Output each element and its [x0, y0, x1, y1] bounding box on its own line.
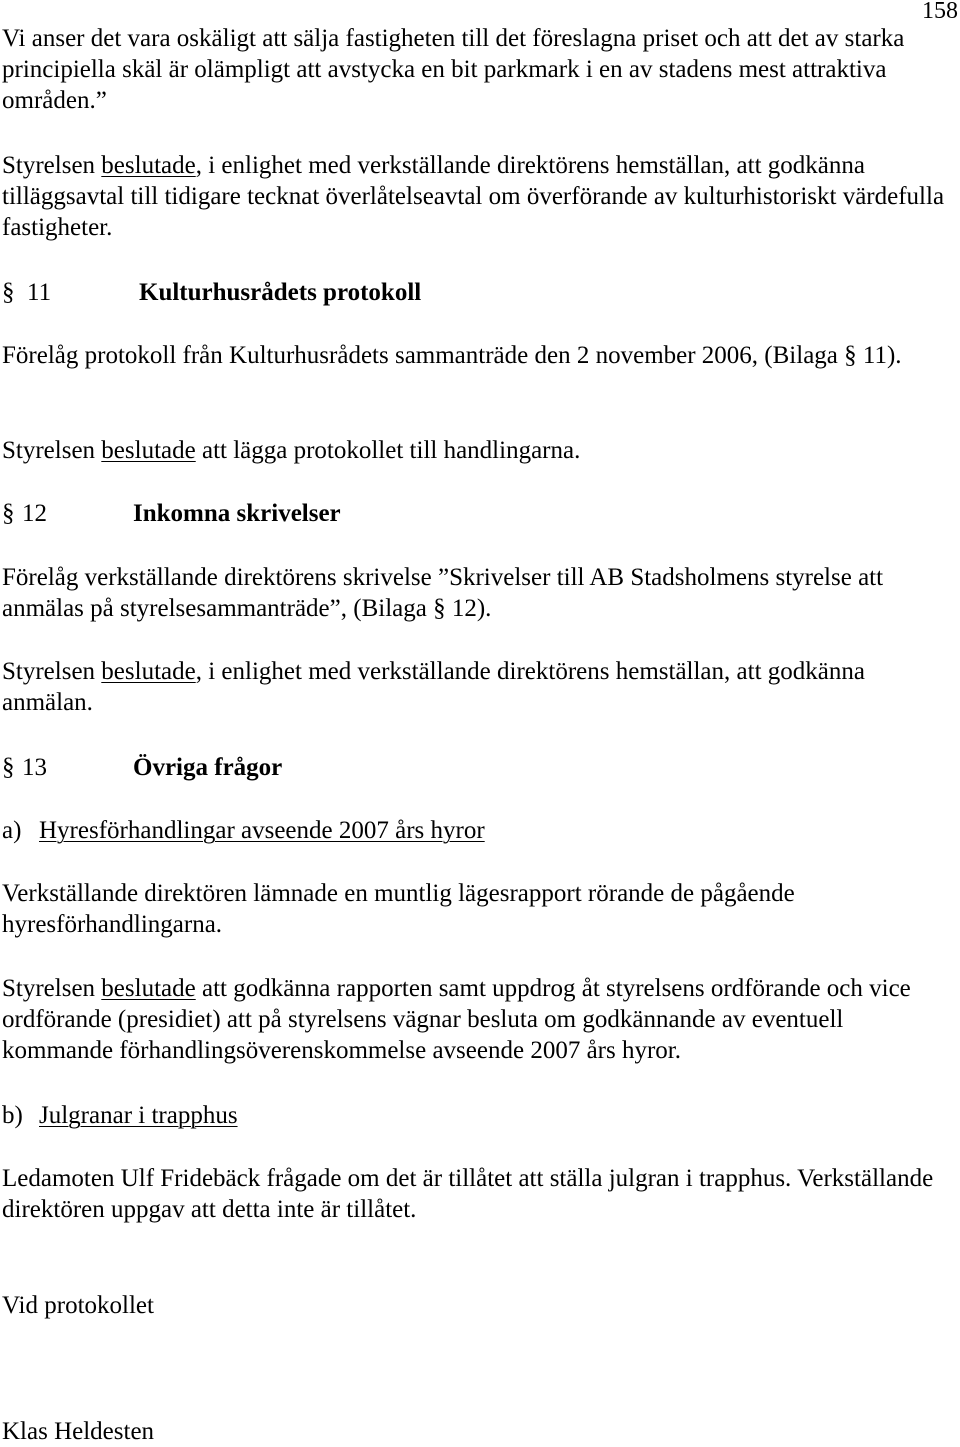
subsection-a-decision	[2, 973, 952, 1066]
decision-lead: Styrelsen	[2, 658, 102, 685]
decision-decided: beslutade	[101, 658, 196, 685]
decision-rest: att godkänna rapporten samt uppdrog åt styrelsens ordförande och vice ordförande (presidiet) att på styrelsens vägnar besluta om godkännande av eventuell kommande förhandlingsöverenskommelse avseende 2007 års hyror.	[2, 975, 911, 1064]
subsection-label: a)	[2, 817, 22, 844]
signoff-name: Klas Heldesten	[2, 1418, 155, 1445]
section-symbol: §	[2, 754, 15, 781]
section-12-paragraph: Förelåg verkställande direktörens skrivelse ”Skrivelser till AB Stadsholmens styrelse att anmälas på styrelsesammanträde”, (Bilaga § 12).	[2, 564, 884, 622]
subsection-title: Julgranar i trapphus	[39, 1102, 238, 1129]
intro-paragraph: Vi anser det vara oskäligt att sälja fastigheten till det föreslagna priset och att det av starka principiella skäl är olämpligt att avstycka en bit parkmark i en av stadens mest attraktiva områden.”	[2, 25, 905, 114]
section-title: Övriga frågor	[133, 754, 283, 781]
section-symbol: §	[2, 500, 15, 527]
decision-rest: att lägga protokollet till handlingarna.	[195, 437, 581, 464]
decision-lead: Styrelsen	[2, 975, 102, 1002]
section-12-decision	[2, 656, 952, 718]
section-11-paragraph: Förelåg protokoll från Kulturhusrådets sammanträde den 2 november 2006, (Bilaga § 11).	[2, 342, 902, 369]
decision-rest: , i enlighet med verkställande direktörens hemställan, att godkänna anmälan.	[2, 658, 865, 716]
decision-decided: beslutade	[101, 152, 196, 179]
section-symbol: §	[2, 279, 15, 306]
section-number: 12	[22, 500, 47, 527]
section-title: Kulturhusrådets protokoll	[139, 279, 422, 306]
decision-paragraph	[2, 150, 952, 243]
decision-decided: beslutade	[101, 975, 196, 1002]
page-number: 158	[922, 0, 958, 24]
section-number: 11	[27, 279, 52, 306]
decision-lead: Styrelsen	[2, 437, 102, 464]
subsection-b-paragraph: Ledamoten Ulf Fridebäck frågade om det är tillåtet att ställa julgran i trapphus. Verkställande direktören uppgav att detta inte är tillåtet.	[2, 1165, 934, 1223]
decision-decided: beslutade	[101, 437, 196, 464]
subsection-label: b)	[2, 1102, 23, 1129]
decision-lead: Styrelsen	[2, 152, 102, 179]
section-11-decision	[2, 435, 952, 466]
subsection-a-paragraph: Verkställande direktören lämnade en muntlig lägesrapport rörande de pågående hyresförhandlingarna.	[2, 880, 795, 938]
section-title: Inkomna skrivelser	[133, 500, 341, 527]
signoff-label: Vid protokollet	[2, 1292, 154, 1319]
subsection-title: Hyresförhandlingar avseende 2007 års hyror	[39, 817, 485, 844]
section-number: 13	[22, 754, 47, 781]
decision-rest: , i enlighet med verkställande direktörens hemställan, att godkänna tilläggsavtal till tidigare tecknat överlåtelseavtal om överförande av kulturhistoriskt värdefulla fastigheter.	[2, 152, 945, 241]
